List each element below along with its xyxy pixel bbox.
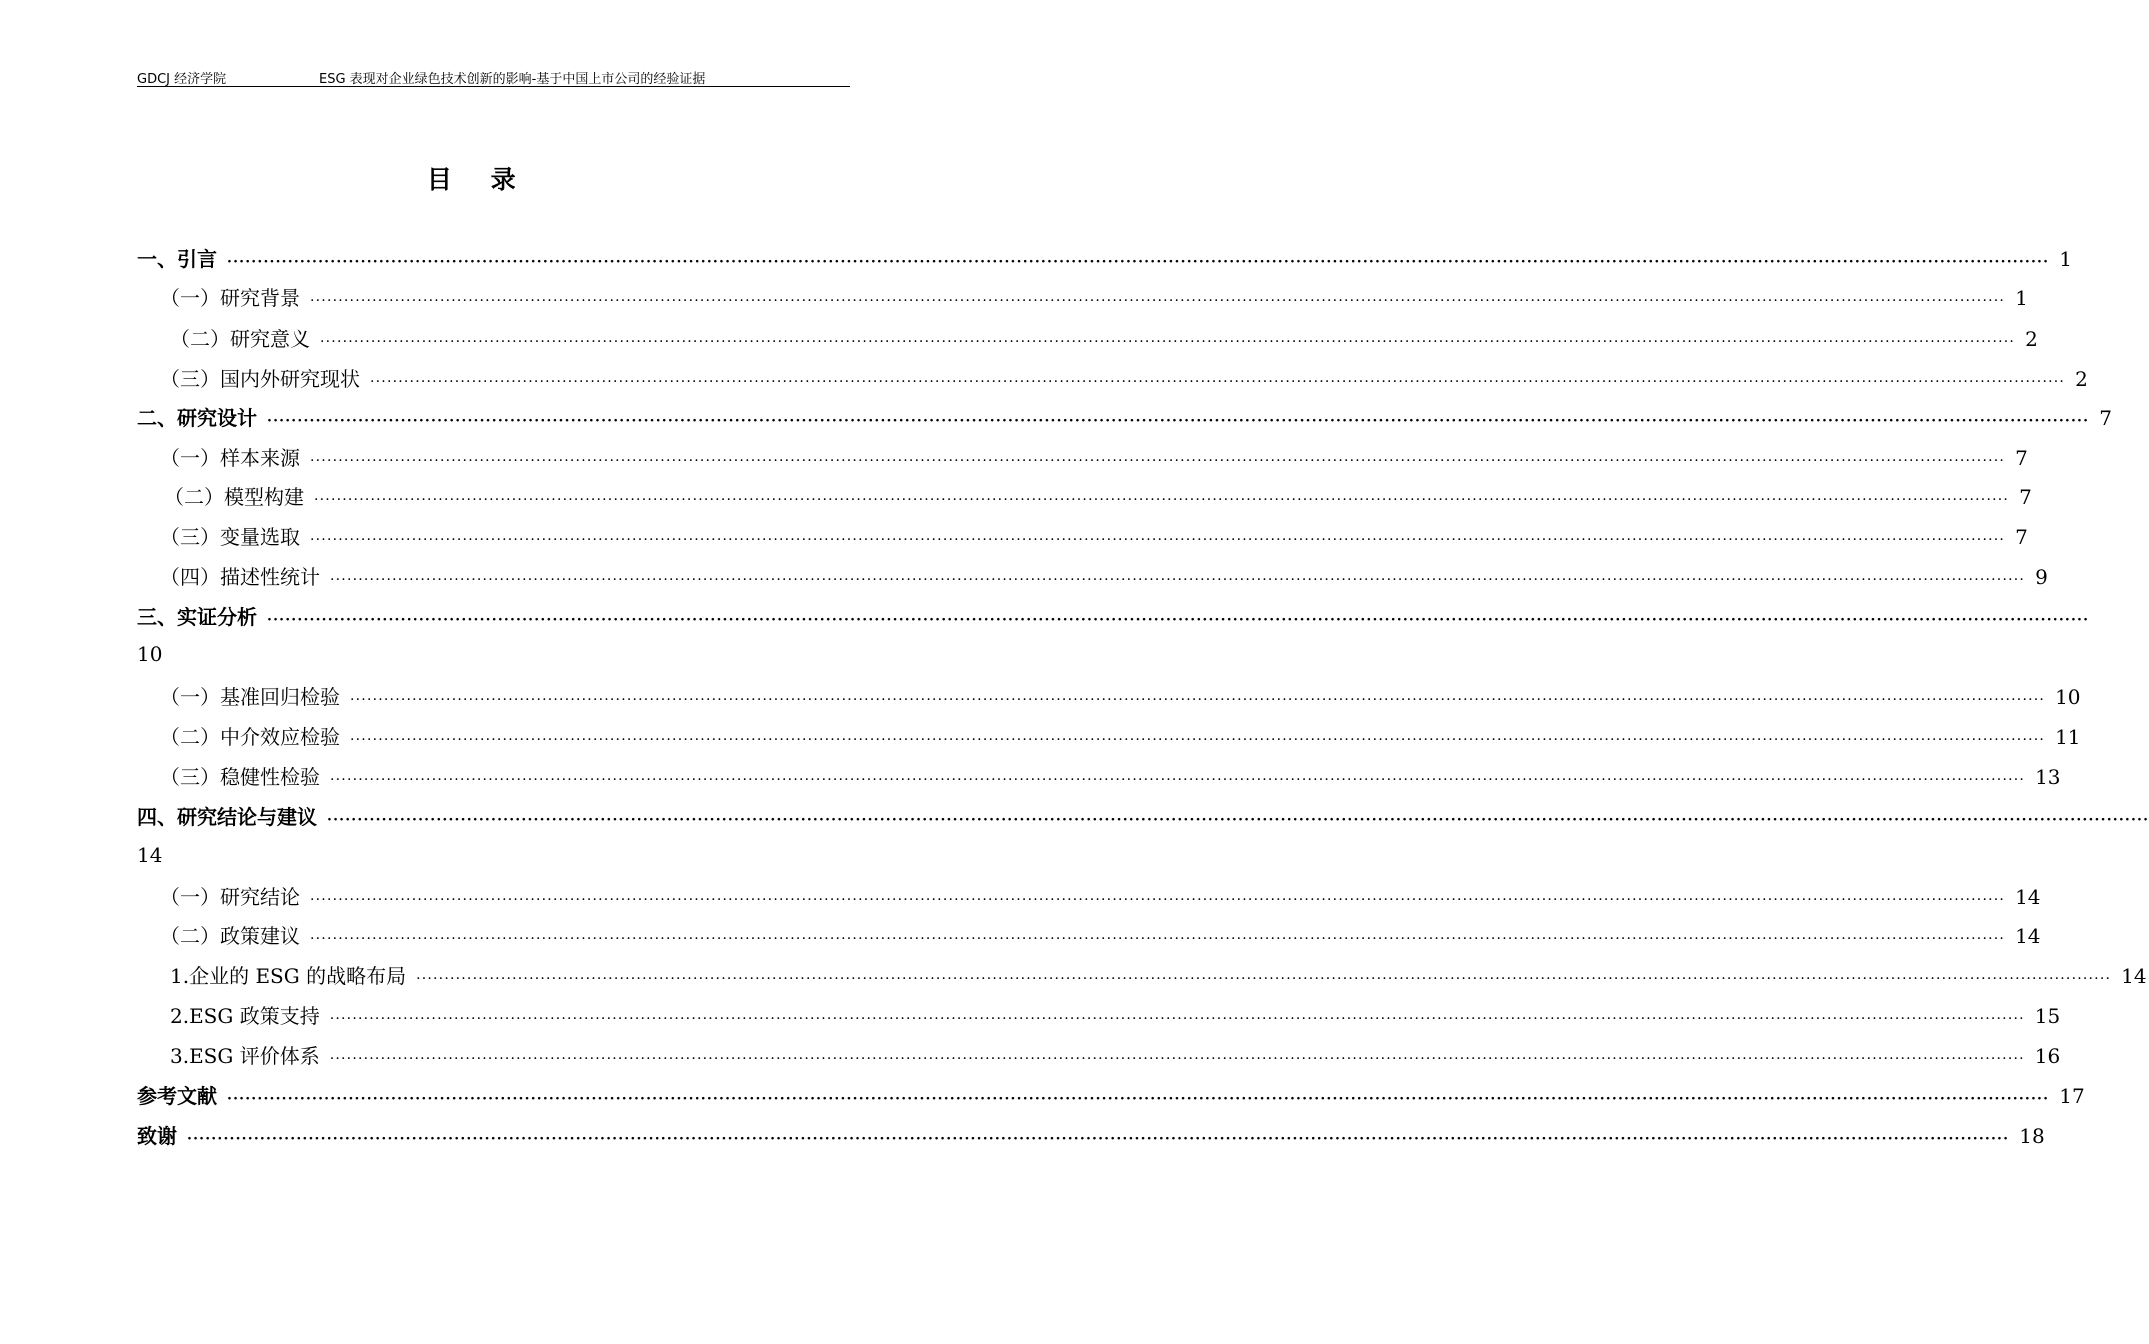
toc-entry[interactable]: 1.企业的 ESG 的战略布局 ············································································································································································································································································································ 14 — [170, 964, 2147, 988]
toc-entry[interactable]: （二）模型构建 ············································································································································································································································································································ 7 — [164, 485, 2032, 509]
header-school: GDCJ 经济学院 — [137, 72, 227, 87]
toc-entry[interactable]: （三）国内外研究现状 ············································································································································································································································································································ 2 — [160, 367, 2088, 391]
dot-leader: ············································································································································································································································································································ — [310, 293, 2006, 309]
page-header — [137, 66, 850, 87]
dot-leader: ············································································································································································································································································································ — [310, 892, 2006, 908]
toc-entry[interactable]: 2.ESG 政策支持 ············································································································································································································································································································ 15 — [170, 1004, 2061, 1028]
toc-entry[interactable]: 参考文献 ············································································································································································································································································································ 17 — [137, 1084, 2085, 1108]
dot-leader: ············································································································································································································································································································ — [227, 254, 2050, 270]
toc-entry[interactable]: （一）样本来源 ············································································································································································································································································································ 7 — [160, 446, 2028, 470]
dot-leader: ············································································································································································································································································································ — [320, 334, 2016, 350]
toc-entry[interactable]: （三）稳健性检验 ············································································································································································································································································································ 13 — [160, 765, 2061, 789]
header-thesis-title: ESG 表现对企业绿色技术创新的影响-基于中国上市公司的经验证据 — [319, 72, 706, 87]
toc-page-number: 14 — [137, 843, 163, 867]
toc-entry[interactable]: （一）基准回归检验 ············································································································································································································································································································ 10 — [160, 685, 2081, 709]
dot-leader: ············································································································································································································································································································ — [310, 931, 2006, 947]
dot-leader: ············································································································································································································································································································ — [416, 971, 2112, 987]
toc-entry[interactable]: 三、实证分析 ············································································································································································································································································································ — [137, 605, 2090, 629]
toc-entry[interactable]: （三）变量选取 ············································································································································································································································································································ 7 — [160, 525, 2028, 549]
dot-leader: ············································································································································································································································································································ — [330, 572, 2026, 588]
dot-leader: ············································································································································································································································································································ — [314, 492, 2010, 508]
dot-leader: ············································································································································································································································································································ — [330, 772, 2026, 788]
dot-leader: ············································································································································································································································································································ — [187, 1131, 2010, 1147]
toc-entry[interactable]: （二）研究意义 ············································································································································································································································································································ 2 — [170, 327, 2038, 351]
toc-entry[interactable]: （一）研究结论 ············································································································································································································································································································ 14 — [160, 885, 2041, 909]
dot-leader: ············································································································································································································································································································ — [310, 532, 2006, 548]
dot-leader: ············································································································································································································································································································ — [350, 732, 2046, 748]
toc-page-number: 10 — [137, 642, 163, 666]
dot-leader: ············································································································································································································································································································ — [350, 692, 2046, 708]
toc-entry[interactable]: （一）研究背景 ············································································································································································································································································································ 1 — [160, 286, 2028, 310]
dot-leader: ············································································································································································································································································································ — [329, 1051, 2025, 1067]
toc-title: 目 录 — [426, 165, 531, 194]
toc-entry[interactable]: （四）描述性统计 ············································································································································································································································································································ 9 — [160, 565, 2048, 589]
toc-entry[interactable]: 3.ESG 评价体系 ············································································································································································································································································································ 16 — [170, 1044, 2061, 1068]
toc-entry[interactable]: 一、引言 ············································································································································································································································································································ 1 — [137, 247, 2072, 271]
dot-leader: ············································································································································································································································································································ — [329, 1011, 2025, 1027]
toc-entry[interactable]: （二）政策建议 ············································································································································································································································································································ 14 — [160, 924, 2041, 948]
toc-entry[interactable]: 四、研究结论与建议 ············································································································································································································································································································ — [137, 805, 2149, 829]
dot-leader: ············································································································································································································································································································ — [310, 453, 2006, 469]
dot-leader: ············································································································································································································································································································ — [227, 1091, 2050, 1107]
toc-entry[interactable]: 致谢 ············································································································································································································································································································ 18 — [137, 1124, 2045, 1148]
toc-entry[interactable]: （二）中介效应检验 ············································································································································································································································································································ 11 — [160, 725, 2081, 749]
dot-leader: ············································································································································································································································································································ — [267, 612, 2090, 628]
dot-leader: ············································································································································································································································································································ — [370, 374, 2066, 390]
dot-leader: ············································································································································································································································································································ — [327, 812, 2149, 828]
dot-leader: ············································································································································································································································································································ — [267, 413, 2090, 429]
toc-entry[interactable]: 二、研究设计 ············································································································································································································································································································ 7 — [137, 406, 2112, 430]
